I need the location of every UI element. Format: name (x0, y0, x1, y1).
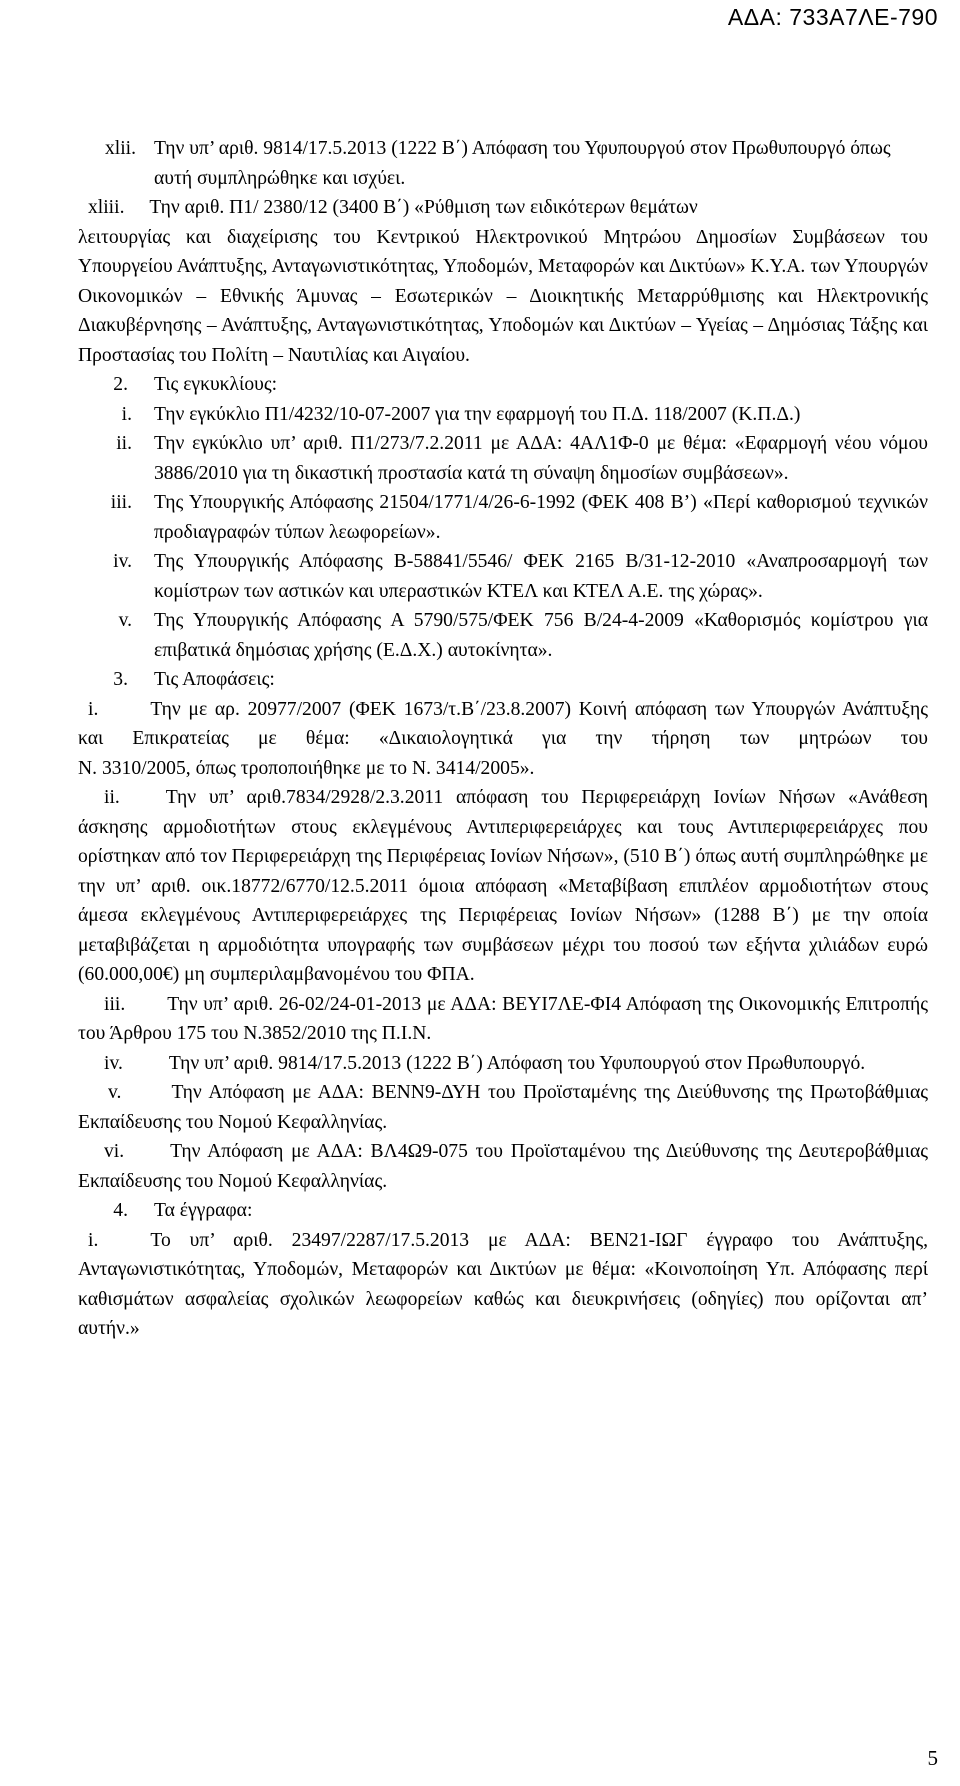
list-item (98, 547, 928, 606)
section-number: 4. (113, 1200, 128, 1221)
item-number: xliii. (88, 197, 125, 218)
list-item (98, 400, 928, 430)
item-text: Το υπ’ αριθ. 23497/2287/17.5.2013 με ΑΔΑ: ΒΕΝ21-ΙΩΓ έγγραφο του Ανάπτυξης, Ανταγωνιστικότητας, Υποδομών, Μεταφορών και Δικτύων με θέμα: «Κοινοποίηση Υπ. Απόφασης περί καθισμάτων ασφαλείας σχολικών λεωφορείων καθώς και διευκρινήσεις (οδηγίες) που ορίζονται απ’ αυτήν.» (78, 1229, 928, 1339)
item-number: v. (118, 610, 132, 631)
item-number: ii. (104, 787, 120, 808)
item-number: i. (88, 698, 99, 720)
item-number: i. (121, 403, 132, 425)
item-number: iv. (113, 551, 132, 572)
list-item (78, 1078, 928, 1137)
item-text: Την εγκύκλιο Π1/4232/10-07-2007 για την εφαρμογή του Π.Δ. 118/2007 (Κ.Π.Δ.) (154, 403, 801, 425)
list-item (78, 990, 928, 1049)
item-number: iii. (110, 492, 132, 513)
section-heading (98, 370, 928, 400)
item-text: Την υπ’ αριθ. 9814/17.5.2013 (1222 Β΄) Απόφαση του Υφυπουργού στον Πρωθυπουργό όπως αυτή συμπληρώθηκε και ισχύει. (154, 138, 891, 189)
section-number: 2. (113, 374, 128, 395)
list-item (78, 1137, 928, 1196)
item-text: Της Υπουργικής Απόφασης 21504/1771/4/26-6-1992 (ΦΕΚ 408 Β’) «Περί καθορισμού τεχνικών προδιαγραφών τύπων λεωφορείων». (154, 492, 928, 543)
section-heading (98, 665, 928, 695)
section-title: Τα έγγραφα: (154, 1200, 253, 1221)
item-number: xlii. (104, 138, 136, 159)
list-item (78, 134, 928, 193)
list-item (78, 1226, 928, 1344)
list-item (98, 606, 928, 665)
list-item (98, 488, 928, 547)
item-number: iv. (104, 1052, 123, 1074)
item-number: ii. (116, 433, 132, 454)
list-item (78, 193, 928, 223)
document-body (78, 134, 928, 1344)
list-item (78, 783, 928, 990)
item-text: Της Υπουργικής Απόφασης Β-58841/5546/ ΦΕΚ 2165 Β/31-12-2010 «Αναπροσαρμογή των κομίστρων των αστικών και υπεραστικών ΚΤΕΛ και ΚΤΕΛ Α.Ε. της χώρας». (154, 551, 928, 602)
list-item (78, 695, 928, 754)
section-title: Τις εγκυκλίους: (154, 374, 278, 395)
item-text: Την εγκύκλιο υπ’ αριθ. Π1/273/7.2.2011 με ΑΔΑ: 4ΑΛ1Φ-0 με θέμα: «Εφαρμογή νέου νόμου 3886/2010 για τη δικαστική προστασία κατά τη σύναψη δημοσίων συμβάσεων». (154, 433, 928, 484)
item-number: iii. (104, 993, 126, 1015)
section-heading (98, 1196, 928, 1226)
section-title: Τις Αποφάσεις: (154, 669, 275, 690)
item-text-continued: Ν. 3310/2005, όπως τροποποιήθηκε με το Ν. 3414/2005». (78, 757, 535, 779)
list-item (78, 1049, 928, 1079)
item-text: Την Απόφαση με ΑΔΑ: ΒΛ4Ω9-075 του Προϊσταμένου της Διεύθυνσης της Δευτεροβάθμιας Εκπαίδευσης του Νομού Κεφαλληνίας. (78, 1141, 928, 1192)
item-text: Την με αρ. 20977/2007 (ΦΕΚ 1673/τ.Β΄/23.8.2007) Κοινή απόφαση των Υπουργών Ανάπτυξης και Επικρατείας με θέμα: «Δικαιολογητικά για την τήρηση των μητρώων του (78, 698, 928, 749)
item-text: Την Απόφαση με ΑΔΑ: ΒΕΝΝ9-ΔΥΗ του Προϊσταμένης της Διεύθυνσης της Πρωτοβάθμιας Εκπαίδευσης του Νομού Κεφαλληνίας. (78, 1082, 928, 1133)
item-number: i. (88, 1229, 99, 1251)
item-text: Την υπ’ αριθ.7834/2928/2.3.2011 απόφαση του Περιφερειάρχη Ιονίων Νήσων «Ανάθεση άσκησης αρμοδιοτήτων στους εκλεγμένους Αντιπεριφερειάρχες και τους Αντιπεριφερειάρχες που ορίστηκαν από τον Περιφερειάρχη της Περιφέρειας Ιονίων Νήσων», (510 Β΄) όπως αυτή συμπληρώθηκε με την υπ’ αριθ. οικ.18772/6770/12.5.2011 όμοια απόφαση «Μεταβίβαση επιπλέον αρμοδιοτήτων στους άμεσα εκλεγμένους Αντιπεριφερειάρχες της Περιφέρειας Ιονίων Νήσων» (1288 Β΄) με την οποία μεταβιβάζεται η αρμοδιότητα υπογραφής των συμβάσεων μέχρι του ποσού των εξήντα χιλιάδων ευρώ (60.000,00€) μη συμπεριλαμβανομένου του ΦΠΑ. (78, 787, 928, 985)
section-number: 3. (113, 669, 128, 690)
item-number: v. (108, 1082, 122, 1103)
item-text: Της Υπουργικής Απόφασης Α 5790/575/ΦΕΚ 756 Β/24-4-2009 «Καθορισμός κομίστρου για επιβατικά δημόσιας χρήσης (Ε.Δ.Χ.) αυτοκίνητα». (154, 610, 928, 661)
item-text-continued: λειτουργίας και διαχείρισης του Κεντρικού Ηλεκτρονικού Μητρώου Δημοσίων Συμβάσεων του Υπουργείου Ανάπτυξης, Ανταγωνιστικότητας, Υποδομών, Μεταφορών και Δικτύων» Κ.Υ.Α. των Υπουργών Οικονομικών – Εθνικής Άμυνας – Εσωτερικών – Διοικητικής Μεταρρύθμισης και Ηλεκτρονικής Διακυβέρνησης – Ανάπτυξης, Ανταγωνιστικότητας, Υποδομών και Δικτύων – Υγείας – Δημόσιας Τάξης και Προστασίας του Πολίτη – Ναυτιλίας και Αιγαίου. (78, 226, 928, 366)
list-item (98, 429, 928, 488)
page-number: 5 (927, 1746, 938, 1770)
item-text-first-line: Την αριθ. Π1/ 2380/12 (3400 Β΄) «Ρύθμιση των ειδικότερων θεμάτων (149, 197, 698, 218)
ada-code: ΑΔΑ: 733Α7ΛΕ-790 (727, 4, 938, 30)
item-number: vi. (104, 1141, 125, 1162)
item-text: Την υπ’ αριθ. 26-02/24-01-2013 με ΑΔΑ: ΒΕΥΙ7ΛΕ-ΦΙ4 Απόφαση της Οικονομικής Επιτροπής του Άρθρου 175 του Ν.3852/2010 της Π.Ι.Ν. (78, 993, 928, 1044)
item-text: Την υπ’ αριθ. 9814/17.5.2013 (1222 Β΄) Απόφαση του Υφυπουργού στον Πρωθυπουργό. (168, 1052, 866, 1074)
